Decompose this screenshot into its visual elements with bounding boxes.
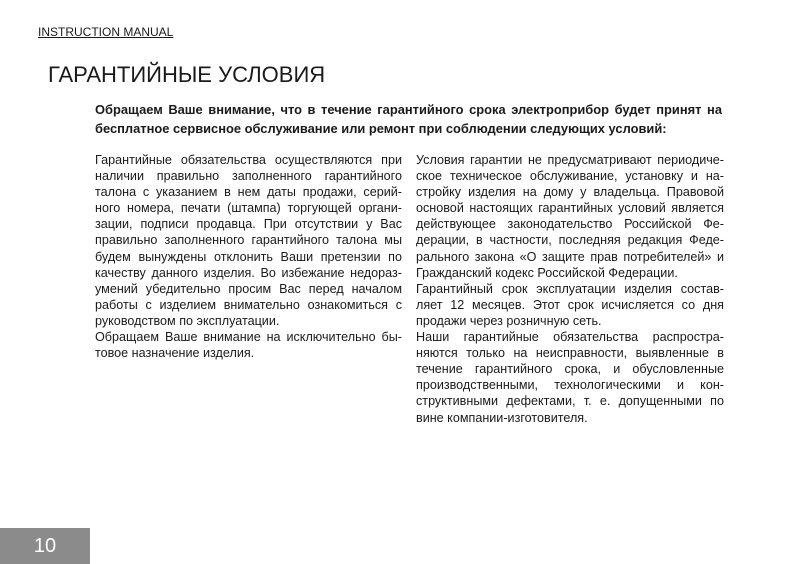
left-column-line: качеству данного изделия. Во избежание недораз- [95,265,402,280]
left-column-line: наличии правильно заполненного гарантийного [95,169,402,184]
right-column-line: Условия гарантии не предусматривают периодиче- [416,153,724,167]
right-column-paragraph [416,281,724,329]
right-column-line: действующее законодательство Российской Фе- [416,217,724,232]
right-column-line: Гарантийный срок эксплуатации изделия состав- [416,281,724,296]
left-column-line: работы с изделием внимательно ознакомиться с [95,297,402,312]
left-column-line: товое назначение изделия. [95,346,255,361]
left-column-line: Гарантийные обязательства осуществляются при [95,153,402,167]
right-column-line: ское техническое обслуживание, установку и на- [416,169,724,184]
left-column-paragraph [95,152,402,329]
right-column-line: рального закона «О защите прав потребителей» и [416,249,724,264]
left-column-line: будем вынуждены отклонить Ваши претензии по [95,249,402,264]
right-column-line: течение гарантийного срока, и обусловленные [416,362,724,377]
right-column-line: Наши гарантийные обязательства распростра- [416,330,724,345]
right-column-line: няются только на неисправности, выявленные в [416,346,724,361]
right-column-line: стройку изделия на дому у владельца. Правовой [416,185,724,200]
left-column-line: Обращаем Ваше внимание на исключительно бы- [95,330,402,345]
left-column-line: умений убедительно просим Вас перед началом [95,281,402,296]
right-column-line: основой настоящих гарантийных условий является [416,201,724,216]
page-number-box [0,528,90,564]
running-header: INSTRUCTION MANUAL [38,25,174,39]
left-column-line: руководством по эксплуатации. [95,313,280,328]
left-column-paragraph [95,329,402,361]
left-column-line: ного номера, печати (штампа) торгующей органи- [95,201,402,216]
right-column-line: вине компании-изготовителя. [416,410,588,425]
right-column-paragraph [416,329,724,426]
right-column [416,152,724,426]
right-column-paragraph [416,152,724,281]
intro-line: Обращаем Ваше внимание, что в течение гарантийного срока электроприбор будет принят на [95,102,722,117]
page-title: ГАРАНТИЙНЫЕ УСЛОВИЯ [48,62,326,87]
right-column-line: производственными, технологическими и кон- [416,378,724,393]
right-column-line: структивными дефектами, т. е. допущенными по [416,394,724,409]
right-column-line: дерации, в частности, последняя редакция Феде- [416,233,724,248]
right-column-line: Гражданский кодекс Российской Федерации. [416,265,678,280]
left-column-line: правильно заполненного гарантийного талона мы [95,233,402,248]
left-column-line: талона с указанием в нем даты продажи, серий- [95,185,402,200]
intro-line: бесплатное сервисное обслуживание или ремонт при соблюдении следующих условий: [95,121,667,136]
right-column-line: ляет 12 месяцев. Этот срок исчисляется со дня [416,297,724,312]
right-column-line: продажи через розничную сеть. [416,313,602,328]
left-column-line: зации, подписи продавца. При отсутствии у Вас [95,217,402,232]
page-number: 10 [33,535,57,557]
intro-paragraph [95,100,722,138]
left-column [95,152,402,361]
